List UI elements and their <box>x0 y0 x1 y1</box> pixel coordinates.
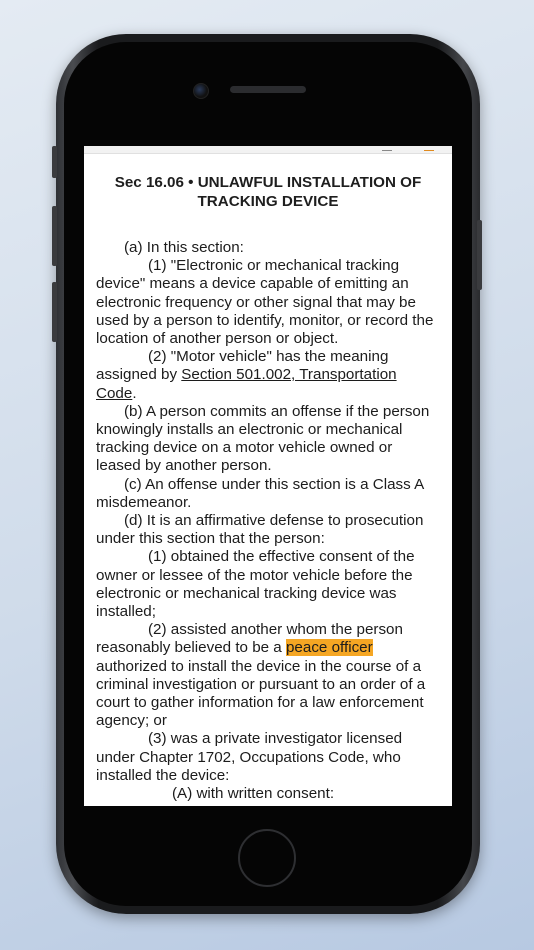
subsection-d2 <box>96 621 440 730</box>
silent-switch <box>52 146 57 178</box>
volume-down-button <box>52 282 57 342</box>
subsection-d2-text: (2) assisted another whom the person reasonably believed to be a <box>96 621 403 657</box>
subsection-a2-text: (2) "Motor vehicle" has the meaning assigned by <box>96 348 389 384</box>
subsection-dA: (A) with written consent: <box>172 785 335 803</box>
transportation-code-link[interactable]: Section 501.002, Transportation Code <box>96 366 397 402</box>
subsection-c: (c) An offense under this section is a Class A misdemeanor. <box>96 475 424 511</box>
power-button <box>477 220 482 290</box>
earpiece-speaker <box>230 86 306 93</box>
app-screen <box>84 146 452 806</box>
section-title: Sec 16.06 • UNLAWFUL INSTALLATION OF TRACKING DEVICE <box>114 174 422 210</box>
volume-up-button <box>52 206 57 266</box>
subsection-a1: (1) "Electronic or mechanical tracking device" means a device capable of emitting an electronic frequency or other signal that may be used by a person to identify, monitor, or record the location of another person or object. <box>96 257 434 348</box>
subsection-d: (d) It is an affirmative defense to prosecution under this section that the person: <box>96 512 424 548</box>
subsection-b: (b) A person commits an offense if the person knowingly installs an electronic or mechanical tracking device on a motor vehicle owned or leased by another person. <box>96 402 430 475</box>
app-toolbar-edge <box>84 146 452 154</box>
subsection-a2 <box>96 348 440 403</box>
home-button[interactable] <box>238 829 296 887</box>
subsection-a2-end: . <box>132 384 137 402</box>
share-icon[interactable] <box>424 146 434 151</box>
subsection-a: (a) In this section: <box>124 239 244 256</box>
subsection-d2-rest: authorized to install the device in the course of a criminal investigation or pursuant to an order of a court to gather information for a law enforcement agency; or <box>96 657 426 730</box>
subsection-d1: (1) obtained the effective consent of the owner or lessee of the motor vehicle before the electronic or mechanical tracking device was installed; <box>96 548 415 621</box>
statute-content <box>96 174 440 803</box>
peace-officer-highlight[interactable]: peace officer <box>285 639 373 657</box>
front-camera-icon <box>193 83 209 99</box>
bookmark-icon[interactable] <box>382 146 392 151</box>
subsection-d3: (3) was a private investigator licensed under Chapter 1702, Occupations Code, who installed the device: <box>96 730 403 784</box>
